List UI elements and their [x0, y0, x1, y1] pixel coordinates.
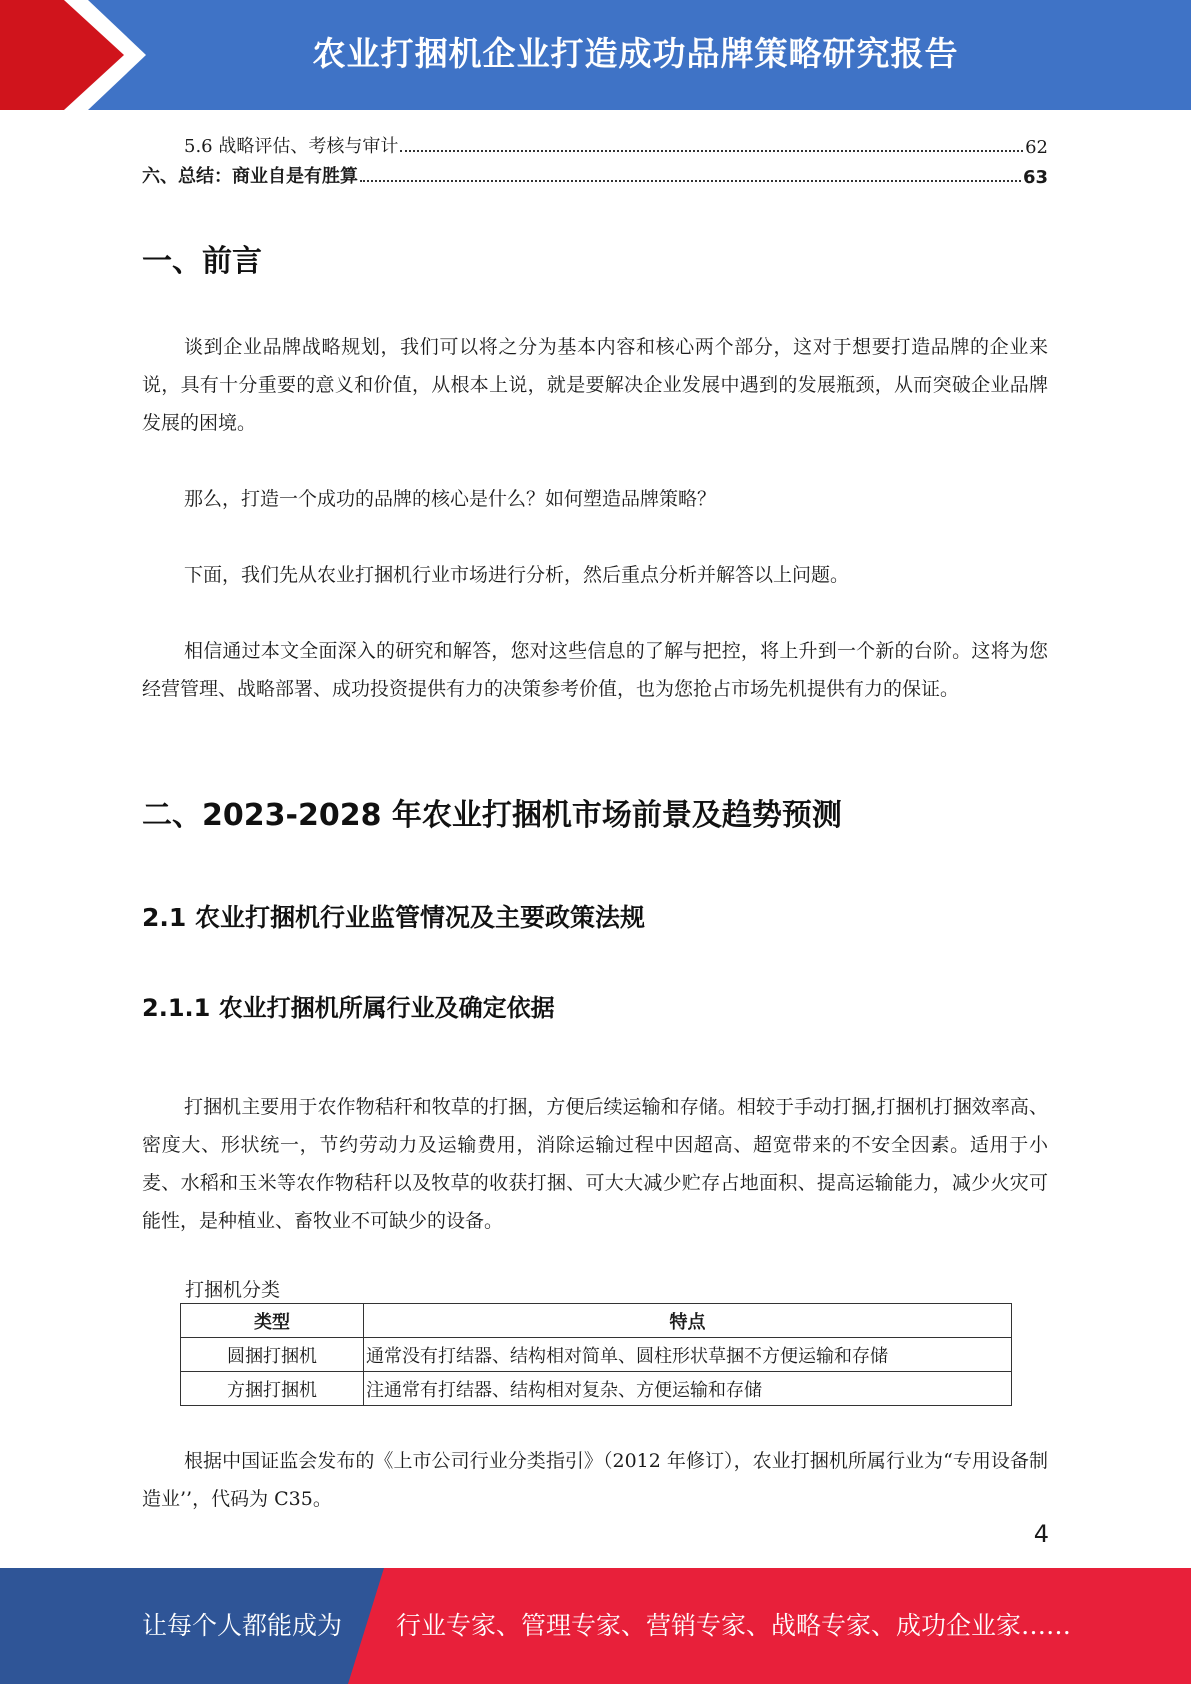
footer-slogan-right: 行业专家、管理专家、营销专家、战略专家、成功企业家……	[396, 1611, 1072, 1640]
toc-leader-dots	[360, 180, 1021, 182]
page-footer	[0, 1568, 1191, 1684]
toc-entry[interactable]	[142, 158, 1048, 188]
page-number: 4	[1033, 1520, 1049, 1548]
intro-paragraph: 相信通过本文全面深入的研究和解答，您对这些信息的了解与把控，将上升到一个新的台阶。这将为您经营管理、战略部署、成功投资提供有力的决策参考价值，也为您抢占市场先机提供有力的保证。	[142, 640, 1048, 700]
table-cell-type: 方捆打捆机	[181, 1372, 364, 1406]
table-header-cell: 特点	[364, 1304, 1012, 1338]
toc-entry-page: 63	[1022, 167, 1048, 188]
section-heading-market: 二、2023-2028 年农业打捆机市场前景及趋势预测	[142, 798, 842, 833]
body-paragraph: 打捆机主要用于农作物秸秆和牧草的打捆，方便后续运输和存储。相较于手动打捆,打捆机打捆效率高、密度大、形状统一，节约劳动力及运输费用，消除运输过程中因超高、超宽带来的不安全因素。适用于小麦、水稻和玉米等农作物秸秆以及牧草的收获打捆、可大大减少贮存占地面积、提高运输能力，减少火灾可能性，是种植业、畜牧业不可缺少的设备。	[142, 1096, 1048, 1232]
intro-paragraph: 谈到企业品牌战略规划，我们可以将之分为基本内容和核心两个部分，这对于想要打造品牌的企业来说，具有十分重要的意义和价值，从根本上说，就是要解决企业发展中遇到的发展瓶颈，从而突破企业品牌发展的困境。	[142, 336, 1048, 434]
toc-entry-page: 62	[1025, 137, 1048, 158]
table-cell-feature: 通常没有打结器、结构相对简单、圆柱形状草捆不方便运输和存储	[364, 1338, 1012, 1372]
table-cell-type: 圆捆打捆机	[181, 1338, 364, 1372]
toc-leader-dots	[400, 150, 1023, 152]
table-caption: 打捆机分类	[185, 1279, 281, 1301]
baler-classification-table	[180, 1303, 1012, 1406]
toc-entry-label: 六、总结：商业自是有胜算	[142, 166, 358, 187]
table-row	[181, 1338, 1012, 1372]
header-chevron-icon	[0, 0, 160, 110]
subsubsection-heading: 2.1.1 农业打捆机所属行业及确定依据	[142, 994, 555, 1022]
footer-slogan-left: 让每个人都能成为	[142, 1611, 343, 1640]
toc-entry-label: 5.6 战略评估、考核与审计	[184, 136, 399, 157]
intro-paragraph: 下面，我们先从农业打捆机行业市场进行分析，然后重点分析并解答以上问题。	[184, 564, 850, 586]
table-header-cell: 类型	[181, 1304, 364, 1338]
closing-paragraph: 根据中国证监会发布的《上市公司行业分类指引》（2012 年修订），农业打捆机所属行业为“专用设备制造业’’，代码为 C35。	[142, 1450, 1048, 1510]
page-header	[0, 0, 1191, 110]
section-heading-intro: 一、前言	[142, 244, 262, 279]
toc-entry[interactable]	[142, 128, 1048, 158]
table-cell-feature: 注通常有打结器、结构相对复杂、方便运输和存储	[364, 1372, 1012, 1406]
intro-paragraph: 那么，打造一个成功的品牌的核心是什么？如何塑造品牌策略？	[184, 488, 717, 510]
document-title: 农业打捆机企业打造成功品牌策略研究报告	[312, 34, 959, 73]
table-row	[181, 1372, 1012, 1406]
table-header-row	[181, 1304, 1012, 1338]
subsection-heading: 2.1 农业打捆机行业监管情况及主要政策法规	[142, 903, 645, 932]
